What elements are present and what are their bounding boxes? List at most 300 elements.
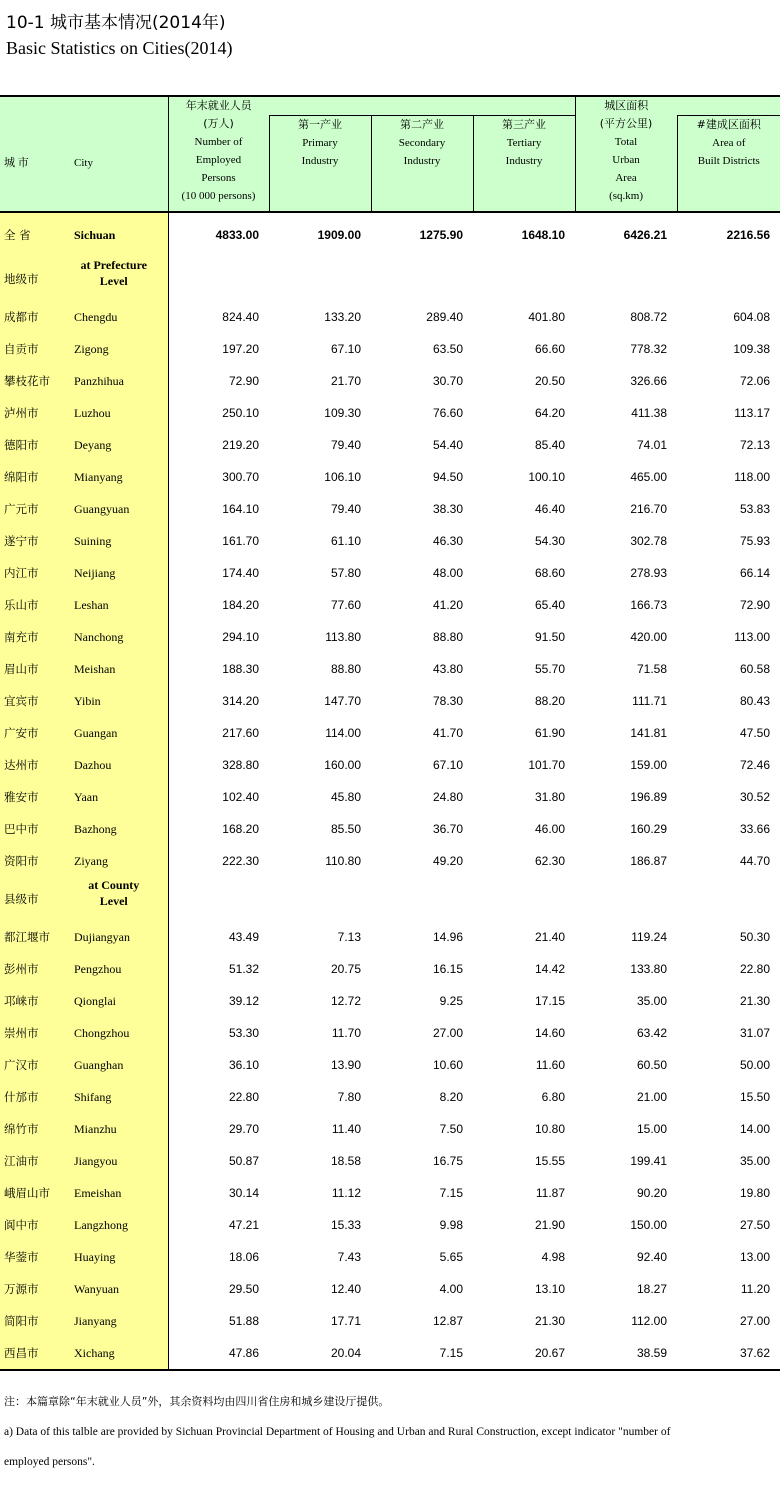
row-value-tertiary: [473, 257, 575, 301]
row-value-built-area: 118.00: [734, 470, 771, 484]
row-value-tertiary: 62.30: [535, 854, 566, 868]
header-primary: [269, 115, 371, 212]
row-value-built-area: 27.50: [740, 1218, 771, 1232]
row-value-urban-area: 15.00: [637, 1122, 668, 1136]
row-city-en: Deyang: [70, 429, 168, 461]
table-row: [0, 717, 780, 749]
table-row: [0, 621, 780, 653]
row-value-built-area: 50.00: [740, 1058, 771, 1072]
row-value-primary: 13.90: [330, 1058, 361, 1072]
row-city-zh: 邛崃市: [0, 985, 70, 1017]
row-value-built-area: 53.83: [740, 502, 771, 516]
row-city-en: Yaan: [70, 781, 168, 813]
row-city-zh: 宜宾市: [0, 685, 70, 717]
page-title-zh: 10-1 城市基本情况(2014年): [6, 13, 226, 33]
row-city-zh: 全 省: [0, 212, 70, 257]
table-row: [0, 461, 780, 493]
row-value-employed: 43.49: [168, 921, 269, 953]
row-value-tertiary: 101.70: [528, 758, 566, 772]
row-value-secondary: 38.30: [432, 502, 463, 516]
row-value-tertiary: [473, 877, 575, 921]
row-city-zh: 崇州市: [0, 1017, 70, 1049]
row-city-zh: 简阳市: [0, 1305, 70, 1337]
header-area-group: 城区面积: [575, 96, 677, 115]
row-value-employed: 51.32: [168, 953, 269, 985]
row-value-secondary: 94.50: [432, 470, 463, 484]
row-value-secondary: 12.87: [432, 1314, 463, 1328]
row-value-primary: 160.00: [324, 758, 361, 772]
row-city-zh: 绵竹市: [0, 1113, 70, 1145]
row-value-urban-area: 38.59: [575, 1337, 677, 1370]
row-city-en: Mianyang: [70, 461, 168, 493]
row-city-en: Chongzhou: [70, 1017, 168, 1049]
table-row: [0, 781, 780, 813]
header-area-en-3: Area: [615, 172, 637, 184]
row-value-tertiary: 10.80: [535, 1122, 566, 1136]
row-value-built-area: 113.00: [734, 630, 771, 644]
row-value-primary: [269, 877, 371, 921]
table-row: [0, 397, 780, 429]
row-value-primary: 12.40: [330, 1282, 361, 1296]
row-value-employed: 36.10: [168, 1049, 269, 1081]
row-value-primary: 110.80: [325, 854, 361, 868]
row-value-tertiary: 401.80: [528, 310, 566, 324]
row-value-employed: 314.20: [168, 685, 269, 717]
row-value-built-area: 72.13: [740, 438, 771, 452]
row-city-en: Leshan: [70, 589, 168, 621]
row-value-secondary: 48.00: [432, 566, 463, 580]
row-value-employed: 22.80: [168, 1081, 269, 1113]
row-value-tertiary: 46.40: [535, 502, 566, 516]
row-value-secondary: 7.15: [371, 1337, 473, 1370]
row-value-tertiary: 61.90: [535, 726, 566, 740]
row-city-en: Dazhou: [70, 749, 168, 781]
row-value-tertiary: 20.50: [535, 374, 566, 388]
table-row: [0, 1337, 780, 1370]
row-value-tertiary: 14.42: [535, 962, 566, 976]
row-value-built-area: 14.00: [740, 1122, 771, 1136]
row-city-zh: 绵阳市: [0, 461, 70, 493]
row-value-primary: 7.43: [337, 1250, 361, 1264]
table-row: [0, 365, 780, 397]
row-value-employed: 294.10: [168, 621, 269, 653]
page-title-en: Basic Statistics on Cities(2014): [6, 38, 233, 58]
header-area-group-line: [677, 96, 780, 115]
row-value-urban-area: 63.42: [637, 1026, 668, 1040]
header-city-zh: 城 市: [0, 115, 70, 212]
section-row: [0, 877, 780, 921]
row-value-employed: 217.60: [168, 717, 269, 749]
row-value-primary: 79.40: [330, 438, 361, 452]
row-value-secondary: 36.70: [432, 822, 463, 836]
row-value-employed: 188.30: [168, 653, 269, 685]
row-value-employed: 29.70: [168, 1113, 269, 1145]
footnote-zh: 注：本篇章除“年末就业人员”外，其余资料均由四川省住房和城乡建设厅提供。: [4, 1395, 390, 1408]
row-value-built-area: 2216.56: [726, 228, 771, 242]
row-value-tertiary: 64.20: [535, 406, 566, 420]
row-city-en: Neijiang: [70, 557, 168, 589]
row-value-built-area: 109.38: [733, 342, 771, 356]
row-value-employed: 53.30: [168, 1017, 269, 1049]
table-row: [0, 685, 780, 717]
row-city-en: Meishan: [70, 653, 168, 685]
row-value-tertiary: 65.40: [535, 598, 566, 612]
row-city-zh: 泸州市: [0, 397, 70, 429]
row-value-secondary: 7.50: [439, 1122, 463, 1136]
row-city-en: Jianyang: [70, 1305, 168, 1337]
row-value-primary: 77.60: [330, 598, 361, 612]
row-value-tertiary: 14.60: [535, 1026, 566, 1040]
row-value-built-area: 19.80: [740, 1186, 771, 1200]
row-value-built-area: 33.66: [740, 822, 771, 836]
row-value-primary: 20.04: [269, 1337, 371, 1370]
row-value-tertiary: 85.40: [535, 438, 566, 452]
row-value-employed: 39.12: [168, 985, 269, 1017]
row-value-primary: 61.10: [330, 534, 361, 548]
row-value-built-area: 11.20: [740, 1282, 771, 1296]
table-row: [0, 589, 780, 621]
header-area-en-4: (sq.km): [609, 190, 643, 202]
header-employed-unit: (万人): [203, 117, 234, 130]
header-employed-en-2: Employed: [195, 154, 242, 166]
row-city-en: Mianzhu: [70, 1113, 168, 1145]
row-value-urban-area: 92.40: [637, 1250, 668, 1264]
row-value-employed: 168.20: [168, 813, 269, 845]
row-value-employed: 300.70: [168, 461, 269, 493]
row-city-zh: 地级市: [0, 257, 70, 301]
table-row: [0, 333, 780, 365]
row-value-primary: 106.10: [324, 470, 361, 484]
row-city-en: Qionglai: [70, 985, 168, 1017]
row-value-primary: 114.00: [325, 726, 361, 740]
row-value-secondary: 4.00: [439, 1282, 463, 1296]
row-value-urban-area: 196.89: [630, 790, 668, 804]
row-value-secondary: 49.20: [432, 854, 463, 868]
row-city-zh: 攀枝花市: [0, 365, 70, 397]
row-city-zh: 彭州市: [0, 953, 70, 985]
row-value-built-area: 44.70: [740, 854, 771, 868]
row-city-en: Xichang: [70, 1337, 168, 1370]
row-value-primary: 85.50: [330, 822, 361, 836]
row-city-en: Zigong: [70, 333, 168, 365]
row-city-en: Chengdu: [70, 301, 168, 333]
table-row: [0, 1113, 780, 1145]
row-value-primary: 11.12: [331, 1186, 361, 1200]
row-city-zh: 资阳市: [0, 845, 70, 877]
row-city-en: Sichuan: [70, 212, 168, 257]
header-primary-zh: 第一产业: [298, 117, 342, 131]
row-city-en: Panzhihua: [70, 365, 168, 397]
row-value-employed: 219.20: [168, 429, 269, 461]
row-value-built-area: 31.07: [740, 1026, 771, 1040]
row-city-zh: 眉山市: [0, 653, 70, 685]
row-value-secondary: 9.98: [439, 1218, 463, 1232]
row-value-urban-area: 465.00: [630, 470, 668, 484]
row-value-built-area: 72.46: [740, 758, 771, 772]
row-value-built-area: 37.62: [677, 1337, 780, 1370]
row-value-primary: 11.40: [331, 1122, 361, 1136]
header-blank-zh: [0, 96, 70, 115]
row-city-en: Guangyuan: [70, 493, 168, 525]
row-city-en: Luzhou: [70, 397, 168, 429]
row-value-tertiary: 6.80: [541, 1090, 566, 1104]
row-value-employed: 47.21: [168, 1209, 269, 1241]
row-value-secondary: 16.75: [432, 1154, 463, 1168]
row-value-tertiary: 100.10: [528, 470, 566, 484]
row-city-zh: 自贡市: [0, 333, 70, 365]
row-value-employed: 72.90: [168, 365, 269, 397]
table-row: [0, 921, 780, 953]
header-secondary-en-1: Secondary: [398, 136, 446, 149]
table-row: [0, 1241, 780, 1273]
row-value-urban-area: 216.70: [630, 502, 668, 516]
row-city-zh: 什邡市: [0, 1081, 70, 1113]
row-value-secondary: [371, 257, 473, 301]
row-city-en: at County Level: [70, 877, 168, 921]
row-value-tertiary: 21.40: [535, 930, 566, 944]
row-value-secondary: 16.15: [432, 962, 463, 976]
row-value-built-area: 72.90: [740, 598, 771, 612]
row-value-secondary: 67.10: [432, 758, 463, 772]
row-value-secondary: 63.50: [432, 342, 463, 356]
row-value-secondary: 46.30: [432, 534, 463, 548]
row-value-primary: 133.20: [324, 310, 361, 324]
row-value-secondary: 78.30: [432, 694, 463, 708]
table-row: [0, 1177, 780, 1209]
row-value-urban-area: 150.00: [630, 1218, 668, 1232]
row-value-tertiary: 4.98: [541, 1250, 566, 1264]
row-city-zh: 达州市: [0, 749, 70, 781]
row-value-employed: 18.06: [168, 1241, 269, 1273]
table-row: [0, 845, 780, 877]
row-city-zh: 西昌市: [0, 1337, 70, 1370]
row-value-employed: 29.50: [168, 1273, 269, 1305]
table-row: [0, 749, 780, 781]
header-secondary-zh: 第二产业: [400, 117, 444, 131]
row-value-secondary: 54.40: [432, 438, 463, 452]
row-value-primary: 11.70: [331, 1026, 361, 1040]
header-secondary: [371, 115, 473, 212]
row-value-tertiary: 17.15: [535, 994, 566, 1008]
row-value-urban-area: 160.29: [630, 822, 668, 836]
row-city-zh: 阆中市: [0, 1209, 70, 1241]
row-value-primary: 1909.00: [317, 228, 361, 242]
row-value-secondary: 9.25: [439, 994, 463, 1008]
row-value-employed: 4833.00: [168, 212, 269, 257]
row-value-built-area: 22.80: [740, 962, 771, 976]
row-value-primary: 109.30: [324, 406, 361, 420]
row-value-tertiary: 21.30: [535, 1314, 566, 1328]
row-value-primary: 12.72: [330, 994, 361, 1008]
row-city-zh: 广元市: [0, 493, 70, 525]
header-blank-en: [70, 96, 168, 115]
row-value-urban-area: 278.93: [630, 566, 668, 580]
row-value-built-area: 72.06: [740, 374, 771, 388]
row-value-urban-area: 159.00: [630, 758, 668, 772]
table-row: [0, 1081, 780, 1113]
row-value-tertiary: 66.60: [535, 342, 566, 356]
header-primary-en-2: Industry: [301, 154, 339, 167]
row-value-tertiary: 31.80: [535, 790, 566, 804]
row-value-urban-area: 133.80: [630, 962, 668, 976]
row-value-built-area: 15.50: [740, 1090, 771, 1104]
row-value-secondary: 27.00: [432, 1026, 463, 1040]
total-row: [0, 212, 780, 257]
row-value-employed: 328.80: [168, 749, 269, 781]
row-value-built-area: 30.52: [740, 790, 771, 804]
row-value-employed: 824.40: [168, 301, 269, 333]
row-value-built-area: 75.93: [740, 534, 771, 548]
header-area-en-1: Total: [614, 136, 638, 148]
row-city-en: Dujiangyan: [70, 921, 168, 953]
row-value-urban-area: 420.00: [630, 630, 668, 644]
table-row: [0, 429, 780, 461]
row-value-secondary: [371, 877, 473, 921]
row-value-urban-area: 112.00: [631, 1314, 668, 1328]
row-city-zh: 万源市: [0, 1273, 70, 1305]
row-value-primary: 45.80: [330, 790, 361, 804]
row-value-secondary: 41.20: [432, 598, 463, 612]
table-row: [0, 1273, 780, 1305]
row-value-secondary: 8.20: [439, 1090, 463, 1104]
row-value-urban-area: 21.00: [637, 1090, 668, 1104]
row-value-secondary: 30.70: [432, 374, 463, 388]
row-value-tertiary: 55.70: [535, 662, 566, 676]
row-value-urban-area: 111.71: [632, 694, 668, 708]
row-value-tertiary: 11.87: [535, 1186, 566, 1200]
table-row: [0, 1305, 780, 1337]
footnote-en-line1: a) Data of this talble are provided by Sichuan Provincial Department of Housing and Urban and Rural Construction, except indicator "number of: [4, 1426, 671, 1438]
header-tertiary: [473, 115, 575, 212]
row-value-urban-area: 411.38: [631, 406, 668, 420]
row-city-zh: 南充市: [0, 621, 70, 653]
row-value-employed: 30.14: [168, 1177, 269, 1209]
row-value-built-area: 47.50: [740, 726, 771, 740]
row-value-urban-area: 60.50: [637, 1058, 668, 1072]
footnotes: [4, 1392, 776, 1472]
header-built: [677, 115, 780, 212]
row-city-zh: 都江堰市: [0, 921, 70, 953]
row-value-secondary: 43.80: [432, 662, 463, 676]
row-value-employed: 102.40: [168, 781, 269, 813]
row-city-zh: 县级市: [0, 877, 70, 921]
row-value-primary: 18.58: [330, 1154, 361, 1168]
row-value-tertiary: 88.20: [535, 694, 566, 708]
row-value-employed: [168, 257, 269, 301]
row-value-secondary: 1275.90: [419, 228, 463, 242]
row-city-zh: 江油市: [0, 1145, 70, 1177]
table-row: [0, 953, 780, 985]
row-city-zh: 遂宁市: [0, 525, 70, 557]
row-city-en: Jiangyou: [70, 1145, 168, 1177]
header-built-en-2: Built Districts: [697, 154, 760, 167]
header-tertiary-zh: 第三产业: [502, 117, 547, 131]
row-value-secondary: 5.65: [439, 1250, 463, 1264]
row-value-urban-area: 186.87: [630, 854, 668, 868]
row-value-urban-area: [575, 877, 677, 921]
row-value-built-area: 13.00: [740, 1250, 771, 1264]
row-value-urban-area: 302.78: [630, 534, 668, 548]
row-value-tertiary: 20.67: [473, 1337, 575, 1370]
row-value-primary: 20.75: [330, 962, 361, 976]
row-value-urban-area: 778.32: [630, 342, 668, 356]
row-city-en: Nanchong: [70, 621, 168, 653]
table-row: [0, 1049, 780, 1081]
row-city-en: at Prefecture Level: [70, 257, 168, 301]
row-value-built-area: 35.00: [740, 1154, 771, 1168]
row-value-urban-area: 808.72: [630, 310, 668, 324]
header-area-unit: (平方公里): [599, 117, 653, 130]
table-row: [0, 301, 780, 333]
row-value-urban-area: 199.41: [630, 1154, 668, 1168]
row-value-employed: [168, 877, 269, 921]
row-value-employed: 174.40: [168, 557, 269, 589]
row-value-tertiary: 54.30: [535, 534, 566, 548]
row-value-urban-area: 166.73: [630, 598, 668, 612]
header-employed-en-4: (10 000 persons): [181, 190, 256, 202]
table-body: [0, 212, 780, 1370]
row-value-built-area: 21.30: [740, 994, 771, 1008]
table-row: [0, 653, 780, 685]
row-city-zh: 德阳市: [0, 429, 70, 461]
table-row: [0, 985, 780, 1017]
row-value-employed: 250.10: [168, 397, 269, 429]
section-row: [0, 257, 780, 301]
row-city-zh: 广安市: [0, 717, 70, 749]
row-value-urban-area: 141.81: [630, 726, 668, 740]
row-value-urban-area: 71.58: [637, 662, 668, 676]
table-row: [0, 1209, 780, 1241]
row-city-zh: 雅安市: [0, 781, 70, 813]
header-city-en: City: [70, 115, 168, 212]
row-value-urban-area: 6426.21: [623, 228, 668, 242]
row-value-tertiary: 68.60: [535, 566, 566, 580]
row-value-built-area: 604.08: [733, 310, 771, 324]
row-value-employed: 47.86: [168, 1337, 269, 1370]
row-value-employed: 161.70: [168, 525, 269, 557]
header-employed-en-1: Number of: [194, 136, 243, 148]
row-value-urban-area: 74.01: [637, 438, 668, 452]
row-value-employed: 222.30: [168, 845, 269, 877]
row-value-tertiary: 46.00: [535, 822, 566, 836]
row-value-built-area: [677, 877, 780, 921]
row-value-built-area: 113.17: [734, 406, 771, 420]
row-city-en: Yibin: [70, 685, 168, 717]
row-value-built-area: 50.30: [740, 930, 771, 944]
row-value-secondary: 14.96: [432, 930, 463, 944]
header-employed: [168, 115, 269, 212]
row-value-primary: 147.70: [324, 694, 361, 708]
row-value-urban-area: 119.24: [631, 930, 668, 944]
table-row: [0, 493, 780, 525]
row-value-tertiary: 91.50: [535, 630, 566, 644]
row-value-tertiary: 21.90: [535, 1218, 566, 1232]
header-employed-group: 年末就业人员: [168, 96, 269, 115]
row-city-zh: 广汉市: [0, 1049, 70, 1081]
row-value-built-area: 66.14: [740, 566, 771, 580]
header-tertiary-en-2: Industry: [505, 154, 543, 167]
row-value-tertiary: 11.60: [535, 1058, 566, 1072]
row-city-en: Guangan: [70, 717, 168, 749]
table-row: [0, 813, 780, 845]
row-city-zh: 成都市: [0, 301, 70, 333]
row-value-primary: 7.80: [337, 1090, 361, 1104]
row-value-employed: 51.88: [168, 1305, 269, 1337]
row-value-urban-area: 18.27: [637, 1282, 668, 1296]
header-built-en-1: Area of: [712, 136, 746, 149]
row-city-en: Pengzhou: [70, 953, 168, 985]
header-area: [575, 115, 677, 212]
